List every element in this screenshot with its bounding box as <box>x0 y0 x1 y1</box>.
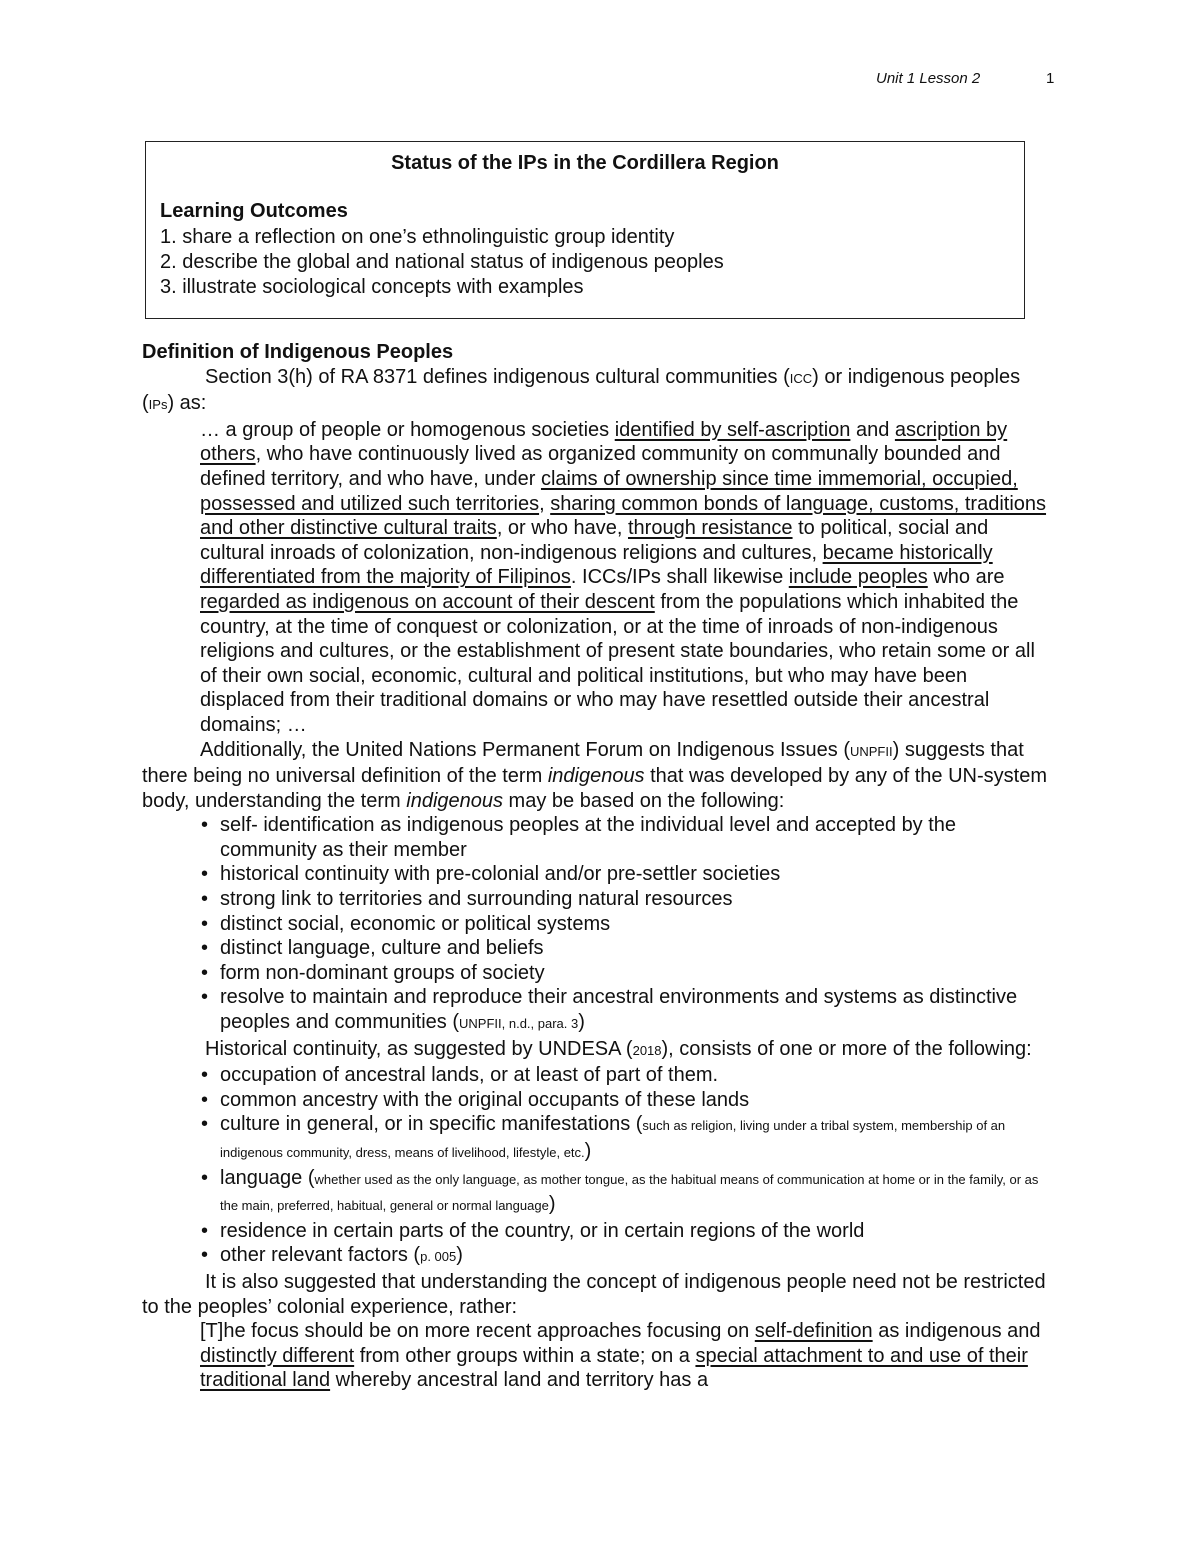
running-title: Unit 1 Lesson 2 <box>876 70 981 87</box>
page-header <box>0 70 1200 94</box>
underlined-phrase: through resistance <box>628 517 793 540</box>
lesson-title: Status of the IPs in the Cordillera Region <box>391 152 779 174</box>
colonial-experience-paragraph: It is also suggested that understanding the concept of indigenous people need not be restricted to the peoples’ colonial experience, rather: <box>142 1270 1046 1318</box>
list-item: • common ancestry with the original occupants of these lands <box>200 1088 1047 1113</box>
list-item: • culture in general, or in specific manifestations (such as religion, living under a tribal system, membership of an indigenous community, dress, means of livelihood, lifestyle, etc.) <box>200 1112 1047 1165</box>
learning-outcome-item: 3. illustrate sociological concepts with examples <box>160 276 584 298</box>
underlined-phrase: claims of ownership since time immemorial, occupied, possessed and utilized such territories <box>200 467 1018 515</box>
section-heading: Definition of Indigenous Peoples <box>142 341 454 363</box>
learning-outcomes-heading: Learning Outcomes <box>160 200 348 222</box>
list-item: • historical continuity with pre-colonial and/or pre-settler societies <box>200 862 1047 887</box>
learning-outcomes-box <box>145 141 1025 319</box>
ra8371-quote: … a group of people or homogenous societies identified by self-ascription and ascription by others, who have continuously lived as organized community on communally bounded and defined territory, and who have, under claims of ownership since time immemorial, occupied, possessed and utilized such territories, sharing common bonds of language, customs, traditions and other distinctive cultural traits, or who have, through resistance to political, social and cultural inroads of colonization, non-indigenous religions and cultures, became historically differentiated from the majority of Filipinos. ICCs/IPs shall likewise include peoples who are regarded as indigenous on account of their descent from the populations which inhabited the country, at the time of conquest or colonization, or at the time of inroads of non-indigenous religions and cultures, or the establishment of present state boundaries, who retain some or all of their own social, economic, cultural and political institutions, but who may have been displaced from their traditional domains or who may have resettled outside their ancestral domains; … <box>200 418 1047 736</box>
self-definition-quote: [T]he focus should be on more recent approaches focusing on self-definition as indigenous and distinctly different from other groups within a state; on a special attachment to and use of their traditional land whereby ancestral land and territory has a <box>200 1320 1041 1392</box>
learning-outcome-item: 1. share a reflection on one’s ethnolinguistic group identity <box>160 226 675 248</box>
underlined-phrase: regarded as indigenous on account of their descent <box>200 590 655 613</box>
underlined-phrase: ascription by others <box>200 418 1008 466</box>
list-item: • resolve to maintain and reproduce their ancestral environments and systems as distinctive peoples and communities (UNPFII, n.d., para. 3) <box>200 985 1047 1036</box>
learning-outcome-item: 2. describe the global and national status of indigenous peoples <box>160 251 724 273</box>
underlined-phrase: include peoples <box>788 566 928 589</box>
list-item: • distinct social, economic or political systems <box>200 912 1047 937</box>
learning-outcomes-list <box>160 225 724 300</box>
intro-paragraph: Section 3(h) of RA 8371 defines indigenous cultural communities (ICC) or indigenous peoples (IPs) as: <box>142 365 1021 415</box>
list-item: • occupation of ancestral lands, or at least of part of them. <box>200 1063 1047 1088</box>
list-item: • self- identification as indigenous peoples at the individual level and accepted by the community as their member <box>200 813 1047 862</box>
page-number: 1 <box>1046 70 1055 87</box>
undesa-paragraph: Historical continuity, as suggested by UNDESA (2018), consists of one or more of the following: <box>205 1037 1032 1060</box>
list-item: • residence in certain parts of the country, or in certain regions of the world <box>200 1219 1047 1244</box>
unpfii-criteria-list <box>142 813 1047 1036</box>
underlined-phrase: special attachment to and use of their traditional land <box>200 1344 1028 1392</box>
list-item: • distinct language, culture and beliefs <box>200 936 1047 961</box>
list-item: • strong link to territories and surrounding natural resources <box>200 887 1047 912</box>
list-item: • other relevant factors (p. 005) <box>200 1243 1047 1270</box>
underlined-phrase: distinctly different <box>200 1344 355 1367</box>
main-content <box>142 340 1047 1393</box>
underlined-phrase: sharing common bonds of language, customs, traditions and other distinctive cultural traits <box>200 492 1047 540</box>
underlined-phrase: became historically differentiated from the majority of Filipinos <box>200 541 993 589</box>
unpfii-paragraph: Additionally, the United Nations Permanent Forum on Indigenous Issues (UNPFII) suggests that there being no universal definition of the term indigenous that was developed by any of the UN-system body, understanding the term indigenous may be based on the following: <box>142 738 1047 812</box>
underlined-phrase: self-definition <box>754 1320 873 1343</box>
list-item: • form non-dominant groups of society <box>200 961 1047 986</box>
list-item: • language (whether used as the only language, as mother tongue, as the habitual means of communication at home or in the family, or as the main, preferred, habitual, general or normal language) <box>200 1166 1047 1219</box>
historical-continuity-list <box>142 1063 1047 1270</box>
underlined-phrase: identified by self-ascription <box>614 418 851 441</box>
